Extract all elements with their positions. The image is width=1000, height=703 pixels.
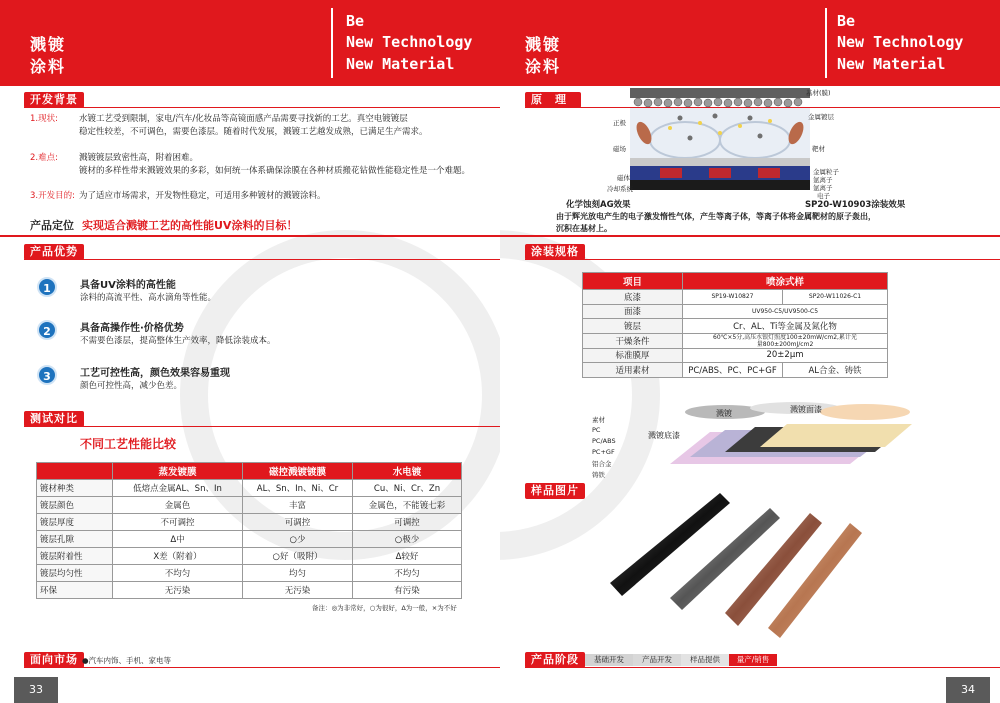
compare-header-row [37, 463, 462, 480]
sputtering-diagram [630, 88, 810, 203]
coating-layers-diagram [650, 402, 920, 477]
table-cell: ○极少 [353, 531, 462, 548]
difficulty-label: 2.难点: [30, 153, 58, 163]
current-text-2: 稳定性较差，不可调色，需要色漆层。随着时代发展，溅镀工艺越发成熟，已满足生产需求。 [79, 127, 428, 137]
principle-caption-left: 化学蚀刻AG效果 [566, 200, 631, 210]
advantage-title-3: 工艺可控性高，颜色效果容易重现 [80, 368, 230, 379]
spec-header-cell: 项目 [583, 273, 683, 290]
layer-sputter-label: 溅镀 [716, 409, 732, 418]
right-page [500, 0, 1000, 703]
layer-material-label: 铝合金 [592, 460, 612, 468]
table-cell: 无污染 [113, 582, 243, 599]
table-cell: ○少 [243, 531, 353, 548]
table-cell: 不均匀 [113, 565, 243, 582]
table-row [37, 565, 462, 582]
table-cell: ○好（吸附） [243, 548, 353, 565]
diagram-label-argon-2: 氩离子 [813, 184, 833, 192]
diagram-label-metal-particle: 金属粒子 [813, 168, 839, 176]
table-cell: 镀层均匀性 [37, 565, 113, 582]
table-row [583, 304, 888, 319]
principle-divider [500, 235, 1000, 237]
layer-topcoat-label: 溅镀面漆 [790, 405, 822, 414]
table-cell: SP19-W10827 [683, 290, 783, 305]
table-cell: 镀层孔隙 [37, 531, 113, 548]
stage-product-development: 产品开发 [633, 654, 681, 666]
table-cell: Cr、AL、Ti等金属及氮化物 [683, 319, 888, 334]
market-section-title: 面向市场 [24, 652, 84, 668]
header-cn-subtitle: 涂料 [30, 57, 67, 76]
principle-section-title: 原 理 [525, 92, 581, 108]
spec-header-row [583, 273, 888, 290]
table-cell: 镀层 [583, 319, 683, 334]
diagram-label-magnet: 磁体 [617, 174, 630, 182]
table-row [583, 363, 888, 378]
table-cell: 镀层颜色 [37, 497, 113, 514]
table-cell: 不可调控 [113, 514, 243, 531]
stage-sample-supply: 样品提供 [681, 654, 729, 666]
current-text-1: 水镀工艺受到限制，家电/汽车/化妆品等高镜面感产品需要寻找新的工艺。真空电镀镀层 [79, 114, 408, 124]
diagram-label-cooling: 冷却系统 [607, 185, 633, 193]
table-row [37, 480, 462, 497]
advantage-number-1: 1 [37, 277, 57, 297]
diagram-label-electron: 电子 [817, 192, 830, 200]
stage-section-title: 产品阶段 [525, 652, 585, 668]
section-divider [24, 259, 500, 260]
advantage-number-2: 2 [37, 320, 57, 340]
header-en-line2: New Technology [837, 33, 964, 51]
compare-table [36, 462, 462, 599]
advantage-title-2: 具备高操作性·价格优势 [80, 323, 184, 334]
layer-material-label: PC [592, 426, 601, 434]
header-cn-title: 溅镀 [30, 35, 67, 54]
header-cn-subtitle: 涂料 [525, 57, 562, 76]
market-text: ●汽车内饰、手机、家电等 [82, 656, 172, 665]
header-en-line3: New Material [346, 55, 455, 73]
sample-section-title: 样品图片 [525, 483, 585, 499]
table-cell: 有污染 [353, 582, 462, 599]
diagram-label-argon: 氩离子 [813, 176, 833, 184]
table-cell: Δ中 [113, 531, 243, 548]
layer-material-label: PC/ABS [592, 437, 616, 445]
advantage-desc-3: 颜色可控性高，减少色差。 [80, 381, 183, 391]
advantage-number-3: 3 [37, 365, 57, 385]
table-row [37, 548, 462, 565]
compare-header-cell [37, 463, 113, 480]
header-en-line1: Be [837, 12, 856, 30]
compare-title: 不同工艺性能比较 [80, 437, 177, 451]
background-section-title: 开发背景 [24, 92, 84, 108]
table-cell: 可调控 [243, 514, 353, 531]
sample-tubes-image [600, 488, 880, 638]
test-section-title: 测试对比 [24, 411, 84, 427]
table-row [583, 348, 888, 363]
positioning-text: 实现适合溅镀工艺的高性能UV涂料的目标！ [82, 219, 298, 232]
section-divider [24, 426, 500, 427]
table-cell: 20±2μm [683, 348, 888, 363]
table-cell: 镀层附着性 [37, 548, 113, 565]
principle-text-1: 由于辉光放电产生的电子激发惰性气体，产生等离子体，等离子体将金属靶材的原子轰出， [556, 212, 876, 221]
compare-header-cell: 蒸发镀膜 [113, 463, 243, 480]
section-divider [525, 259, 1000, 260]
market-divider [24, 667, 500, 668]
table-cell: 镀材种类 [37, 480, 113, 497]
difficulty-text-2: 镀材的多样性带来溅镀效果的多彩，如何统一体系确保涂膜在各种材质搬花钻做性能稳定性是一个难题。 [79, 166, 471, 176]
header-en-line1: Be [346, 12, 365, 30]
table-row [37, 497, 462, 514]
difficulty-text-1: 溅镀镀层致密性高，附着困难。 [79, 153, 199, 163]
layer-basecoat-label: 溅镀底漆 [648, 431, 680, 440]
table-cell: AL、Sn、In、Ni、Cr [243, 480, 353, 497]
table-cell: 镀层厚度 [37, 514, 113, 531]
diagram-label-magnetic: 磁场 [613, 145, 626, 153]
table-row [37, 582, 462, 599]
table-row [583, 319, 888, 334]
principle-caption-right: SP20-W10903涂装效果 [805, 200, 906, 210]
stage-divider [525, 667, 1000, 668]
header-cn-title: 溅镀 [525, 35, 562, 54]
compare-header-cell: 磁控溅镀镀膜 [243, 463, 353, 480]
compare-header-cell: 水电镀 [353, 463, 462, 480]
table-cell: AL合金、铸铁 [783, 363, 888, 378]
layer-material-label: PC+GF [592, 448, 615, 456]
diagram-label-target: 靶材 [812, 145, 825, 153]
table-cell: 环保 [37, 582, 113, 599]
stage-mass-production: 量产/销售 [729, 654, 777, 666]
header-separator [825, 8, 827, 78]
table-row [37, 531, 462, 548]
header-en-line2: New Technology [346, 33, 473, 51]
positioning-divider [0, 235, 500, 237]
table-cell: 金属色，不能镀七彩 [353, 497, 462, 514]
table-cell: 丰富 [243, 497, 353, 514]
table-cell: 无污染 [243, 582, 353, 599]
advantage-title-1: 具备UV涂料的高性能 [80, 280, 176, 291]
diagram-label-substrate: 基材(膜) [806, 89, 831, 97]
compare-note: 备注：◎为非常好，○为很好，Δ为一般，×为不好 [312, 604, 457, 612]
table-cell: 金属色 [113, 497, 243, 514]
section-divider [24, 107, 500, 108]
table-cell: UV950-C5/UV9500-C5 [683, 304, 888, 319]
table-cell: 干燥条件 [583, 333, 683, 348]
advantage-desc-1: 涂料的高流平性、高水滴角等性能。 [80, 293, 217, 303]
table-cell: SP20-W11026-C1 [783, 290, 888, 305]
table-cell: PC/ABS、PC、PC+GF [683, 363, 783, 378]
table-cell: Cu、Ni、Cr、Zn [353, 480, 462, 497]
diagram-label-positive: 正极 [613, 119, 626, 127]
advantage-desc-2: 不需要色漆层，提高整体生产效率，降低涂装成本。 [80, 336, 276, 346]
table-cell: Δ较好 [353, 548, 462, 565]
diagram-label-metal-layer: 金属镀层 [808, 113, 834, 121]
table-row [37, 514, 462, 531]
purpose-text: 为了适应市场需求，开发物性稳定，可适用多种镀材的溅镀涂料。 [79, 191, 326, 201]
header-en-line3: New Material [837, 55, 946, 73]
stage-basic-development: 基础开发 [585, 654, 633, 666]
layer-material-label: 素材 [592, 416, 605, 424]
header-separator [331, 8, 333, 78]
current-label: 1.现状: [30, 114, 58, 124]
table-cell: 标准膜厚 [583, 348, 683, 363]
table-row [583, 333, 888, 348]
page-number: 34 [946, 677, 990, 703]
layer-material-label: 铸铁 [592, 471, 605, 479]
positioning-label: 产品定位 [30, 219, 74, 232]
table-cell: 适用素材 [583, 363, 683, 378]
page-header [0, 0, 500, 86]
table-cell: 均匀 [243, 565, 353, 582]
table-cell: X差（附着） [113, 548, 243, 565]
purpose-label: 3.开发目的: [30, 191, 75, 201]
table-cell: 60℃×5分,高压水银灯照度100±20mW/cm2,累计光量800±200mJ/cm2 [683, 333, 888, 348]
table-cell: 不均匀 [353, 565, 462, 582]
spec-section-title: 涂装规格 [525, 244, 585, 260]
table-cell: 可调控 [353, 514, 462, 531]
spec-table [582, 272, 888, 378]
table-row [583, 290, 888, 305]
advantages-section-title: 产品优势 [24, 244, 84, 260]
spec-header-cell: 喷涂式样 [683, 273, 888, 290]
page-number: 33 [14, 677, 58, 703]
table-cell: 面漆 [583, 304, 683, 319]
principle-text-2: 沉积在基材上。 [556, 224, 612, 233]
page-header [500, 0, 1000, 86]
table-cell: 底漆 [583, 290, 683, 305]
table-cell: 低熔点金属AL、Sn、In [113, 480, 243, 497]
